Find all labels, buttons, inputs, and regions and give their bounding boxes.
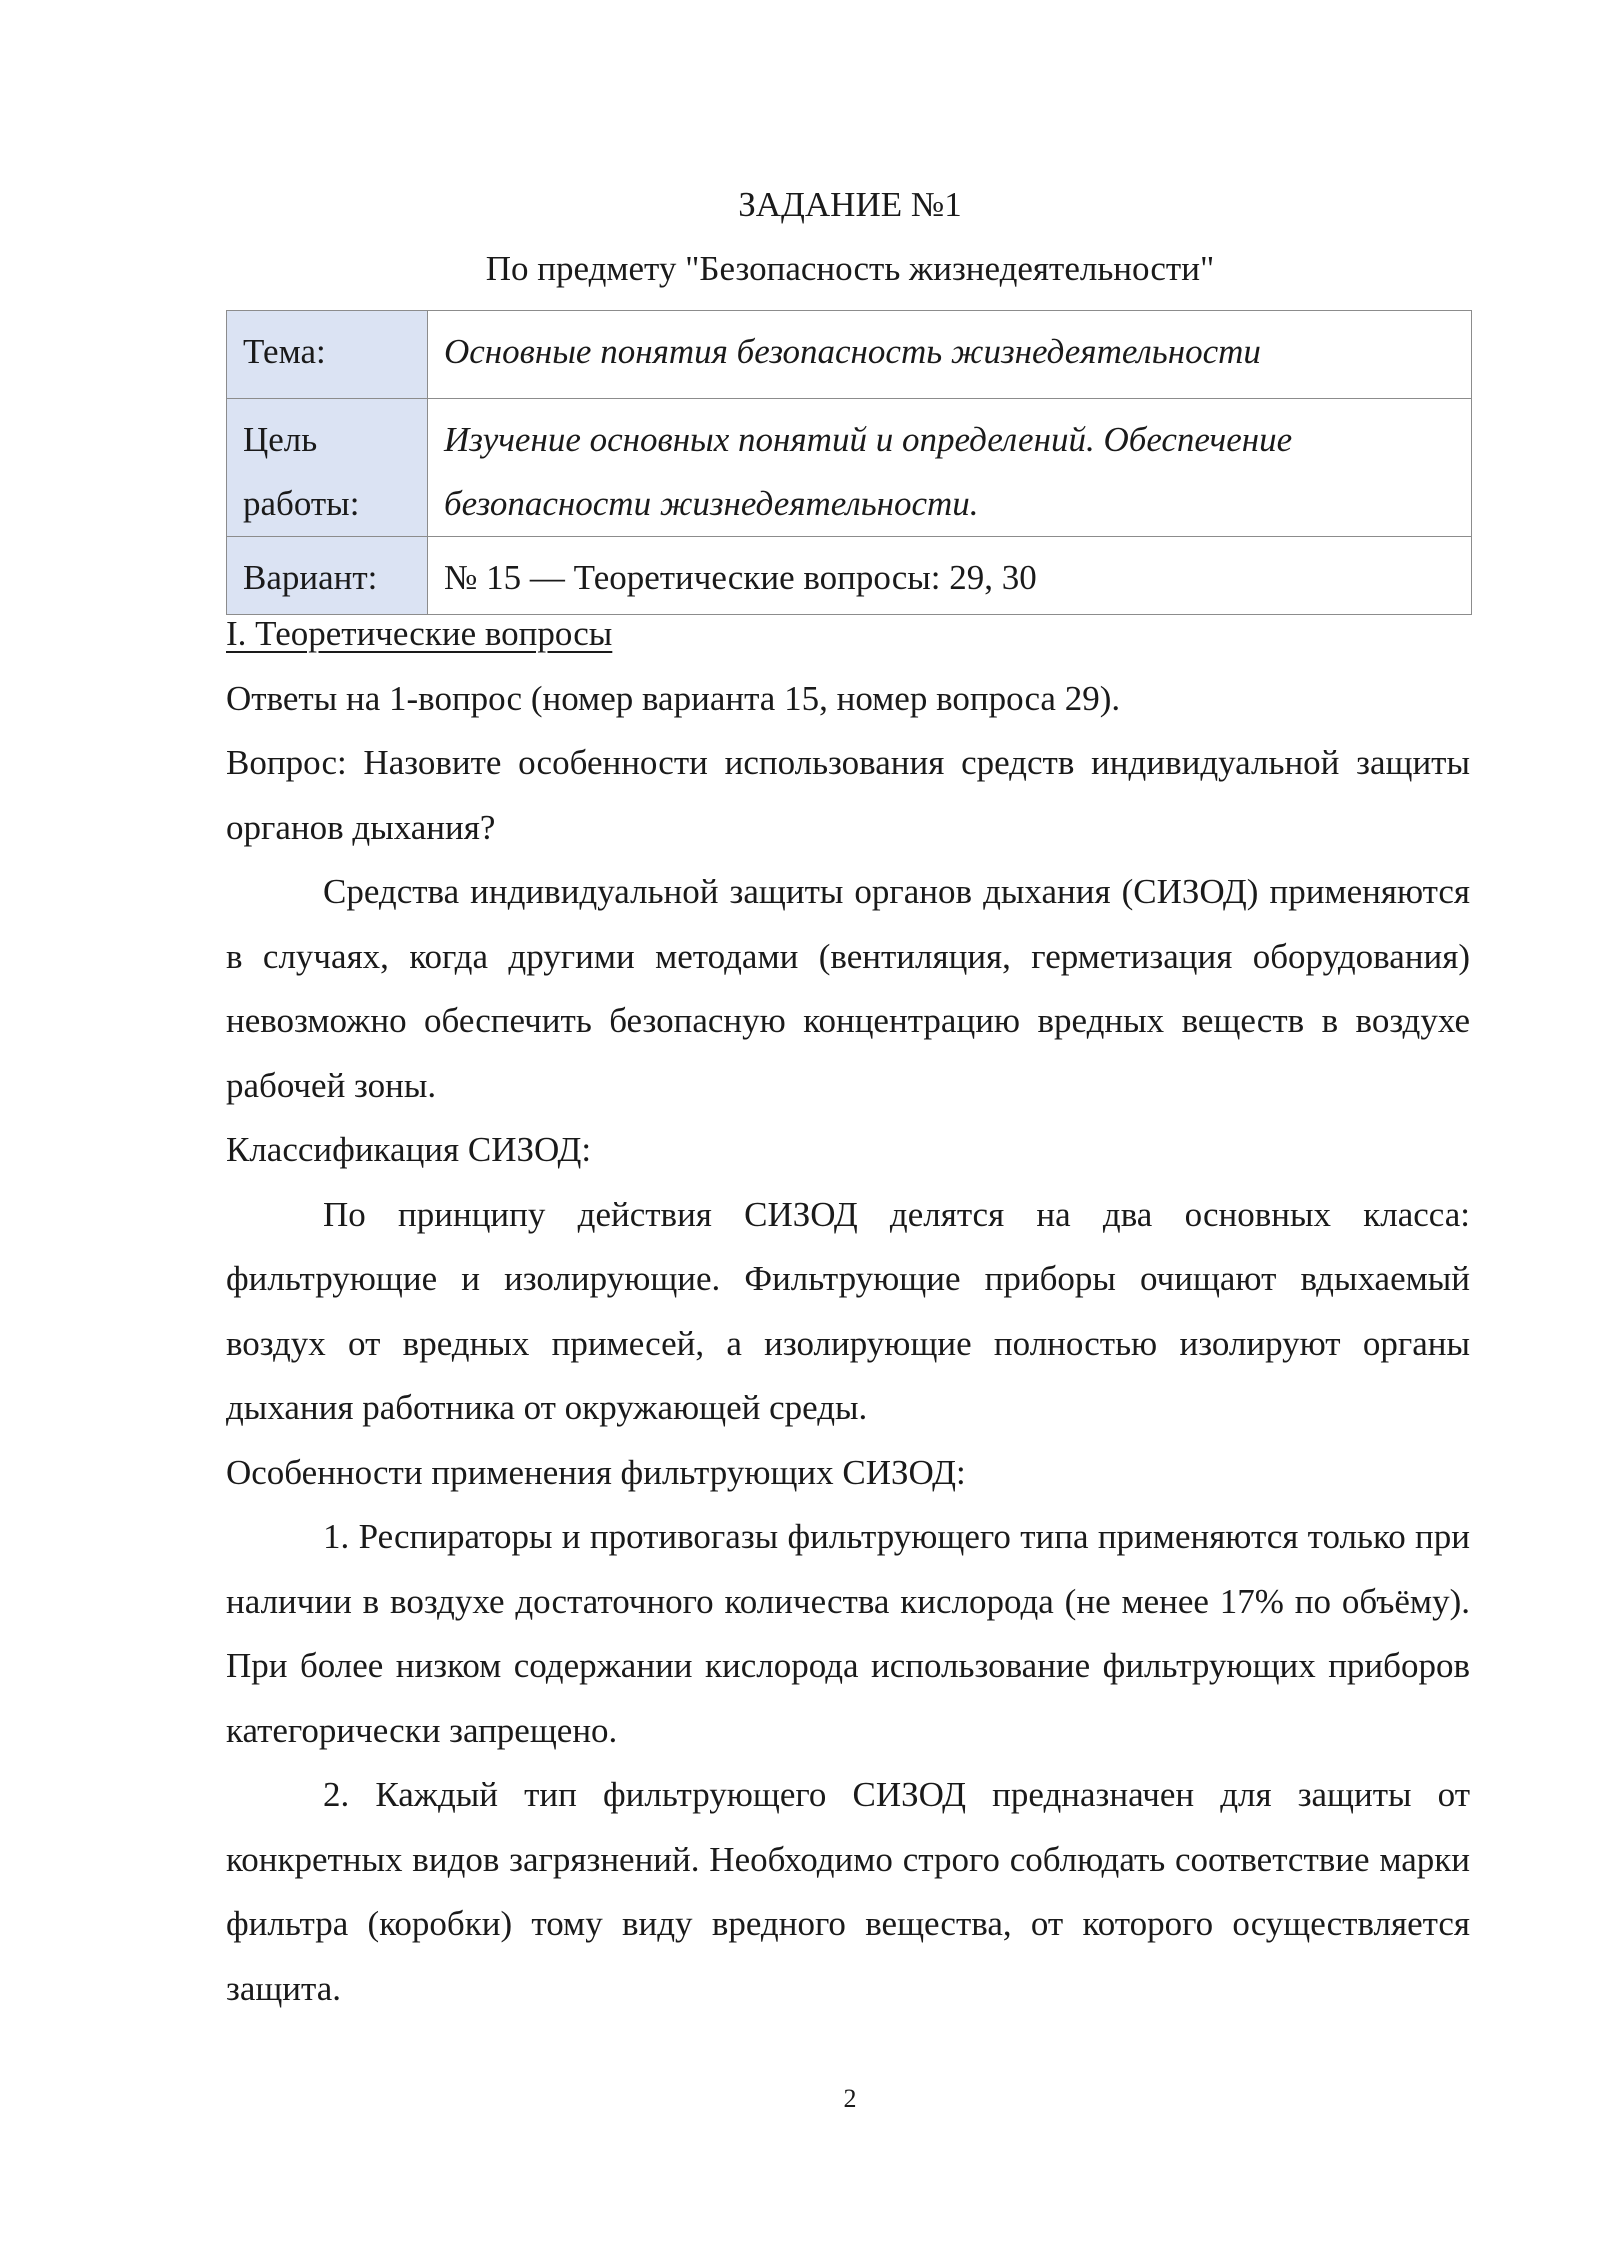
list-item-filter-type: 2. Каждый тип фильтрующего СИЗОД предназначен для защиты от конкретных видов загрязнений. Необходимо строго соблюдать соответствие марки фильтра (коробки) тому виду вредного вещества, от которого осуществляется защита. bbox=[226, 1775, 1470, 2008]
variant-value: № 15 — Теоретические вопросы: 29, 30 bbox=[428, 537, 1472, 615]
paragraph-sizod-usage: Средства индивидуальной защиты органов дыхания (СИЗОД) применяются в случаях, когда другими методами (вентиляция, герметизация оборудования) невозможно обеспечить безопасную концентрацию вредных веществ в воздухе рабочей зоны. bbox=[226, 872, 1470, 1105]
features-heading: Особенности применения фильтрующих СИЗОД: bbox=[226, 1452, 966, 1492]
document-body bbox=[226, 602, 1470, 2021]
list-item-oxygen: 1. Респираторы и противогазы фильтрующего типа применяются только при наличии в воздухе достаточного количества кислорода (не менее 17% по объёму). При более низком содержании кислорода использование фильтрующих приборов категорически запрещено. bbox=[226, 1517, 1470, 1750]
topic-label: Тема: bbox=[227, 311, 428, 399]
answer-intro: Ответы на 1-вопрос (номер варианта 15, номер вопроса 29). bbox=[226, 678, 1121, 718]
topic-value: Основные понятия безопасность жизнедеятельности bbox=[428, 311, 1472, 399]
goal-value-line2: безопасности жизнедеятельности. bbox=[444, 484, 979, 523]
variant-label: Вариант: bbox=[227, 537, 428, 615]
section-heading: I. Теоретические вопросы bbox=[226, 614, 613, 653]
table-row-topic bbox=[227, 311, 1472, 399]
goal-value-line1: Изучение основных понятий и определений. Обеспечение bbox=[444, 420, 1293, 459]
goal-label-line1: Цель bbox=[243, 420, 318, 459]
paragraph-classification: По принципу действия СИЗОД делятся на два основных класса: фильтрующие и изолирующие. Фильтрующие приборы очищают вдыхаемый воздух от вредных примесей, а изолирующие полностью изолируют органы дыхания работника от окружающей среды. bbox=[226, 1194, 1470, 1427]
assignment-info-table bbox=[226, 310, 1472, 615]
page-number: 2 bbox=[843, 2084, 857, 2113]
goal-value bbox=[428, 399, 1472, 537]
goal-label-line2: работы: bbox=[243, 484, 360, 523]
document-subtitle: По предмету "Безопасность жизнедеятельности" bbox=[485, 249, 1215, 288]
classification-heading: Классификация СИЗОД: bbox=[226, 1130, 592, 1169]
question-text: Вопрос: Назовите особенности использования средств индивидуальной защиты органов дыхания? bbox=[226, 743, 1470, 847]
goal-label bbox=[227, 399, 428, 537]
document-title: ЗАДАНИЕ №1 bbox=[738, 185, 962, 224]
table-row-goal bbox=[227, 399, 1472, 537]
